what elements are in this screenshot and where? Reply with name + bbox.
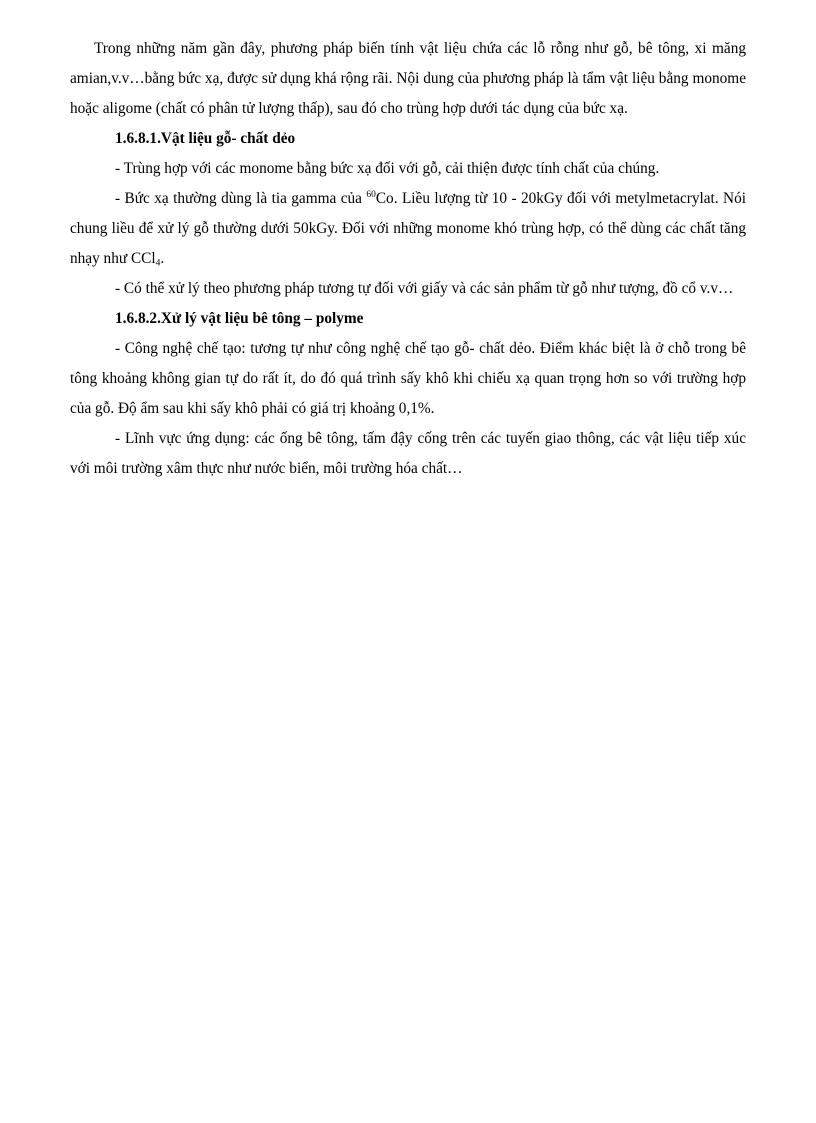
section-heading-1-6-8-1: 1.6.8.1.Vật liệu gỗ- chất dẻo bbox=[115, 130, 296, 147]
section-heading-1-6-8-2: 1.6.8.2.Xử lý vật liệu bê tông – polyme bbox=[115, 310, 364, 327]
isotope-mass-number: 60 bbox=[366, 189, 376, 200]
section1-paragraph-2-text-c: . bbox=[160, 250, 165, 267]
document-page bbox=[70, 34, 746, 484]
section2-paragraph-1: - Công nghệ chế tạo: tương tự như công nghệ chế tạo gỗ- chất dẻo. Điểm khác biệt là ở chỗ trong bê tông khoảng không gian tự do rất ít, do đó quá trình sấy khô khi chiếu xạ quan trọng hơn so với trường hợp của gỗ. Độ ẩm sau khi sấy khô phải có giá trị khoảng 0,1%. bbox=[70, 340, 746, 417]
section1-paragraph-2-text-a: - Bức xạ thường dùng là tia gamma của bbox=[115, 190, 367, 207]
section1-paragraph-1: - Trùng hợp với các monome bằng bức xạ đối với gỗ, cải thiện được tính chất của chúng. bbox=[115, 160, 660, 177]
section1-paragraph-3: - Có thể xử lý theo phương pháp tương tự đối với giấy và các sản phẩm từ gỗ như tượng, đồ cổ v.v… bbox=[115, 280, 734, 297]
section1-paragraph-2-text-b: Co. Liều lượng từ 10 - 20kGy đối với metylmetacrylat. Nói chung liều để xử lý gỗ thường dưới 50kGy. Đối với những monome khó trùng hợp, có thể dùng các chất tăng nhạy như CCl bbox=[70, 190, 747, 267]
section2-paragraph-2: - Lĩnh vực ứng dụng: các ống bê tông, tấm đậy cống trên các tuyến giao thông, các vật liệu tiếp xúc với môi trường xâm thực như nước biển, môi trường hóa chất… bbox=[70, 430, 746, 477]
ccl4-subscript: 4 bbox=[155, 258, 161, 269]
intro-paragraph: Trong những năm gần đây, phương pháp biến tính vật liệu chứa các lỗ rỗng như gỗ, bê tông, xi măng amian,v.v…bằng bức xạ, được sử dụng khá rộng rãi. Nội dung của phương pháp là tẩm vật liệu bằng monome hoặc aligome (chất có phân tử lượng thấp), sau đó cho trùng hợp dưới tác dụng của bức xạ. bbox=[70, 40, 746, 117]
section1-paragraph-2 bbox=[70, 184, 746, 274]
